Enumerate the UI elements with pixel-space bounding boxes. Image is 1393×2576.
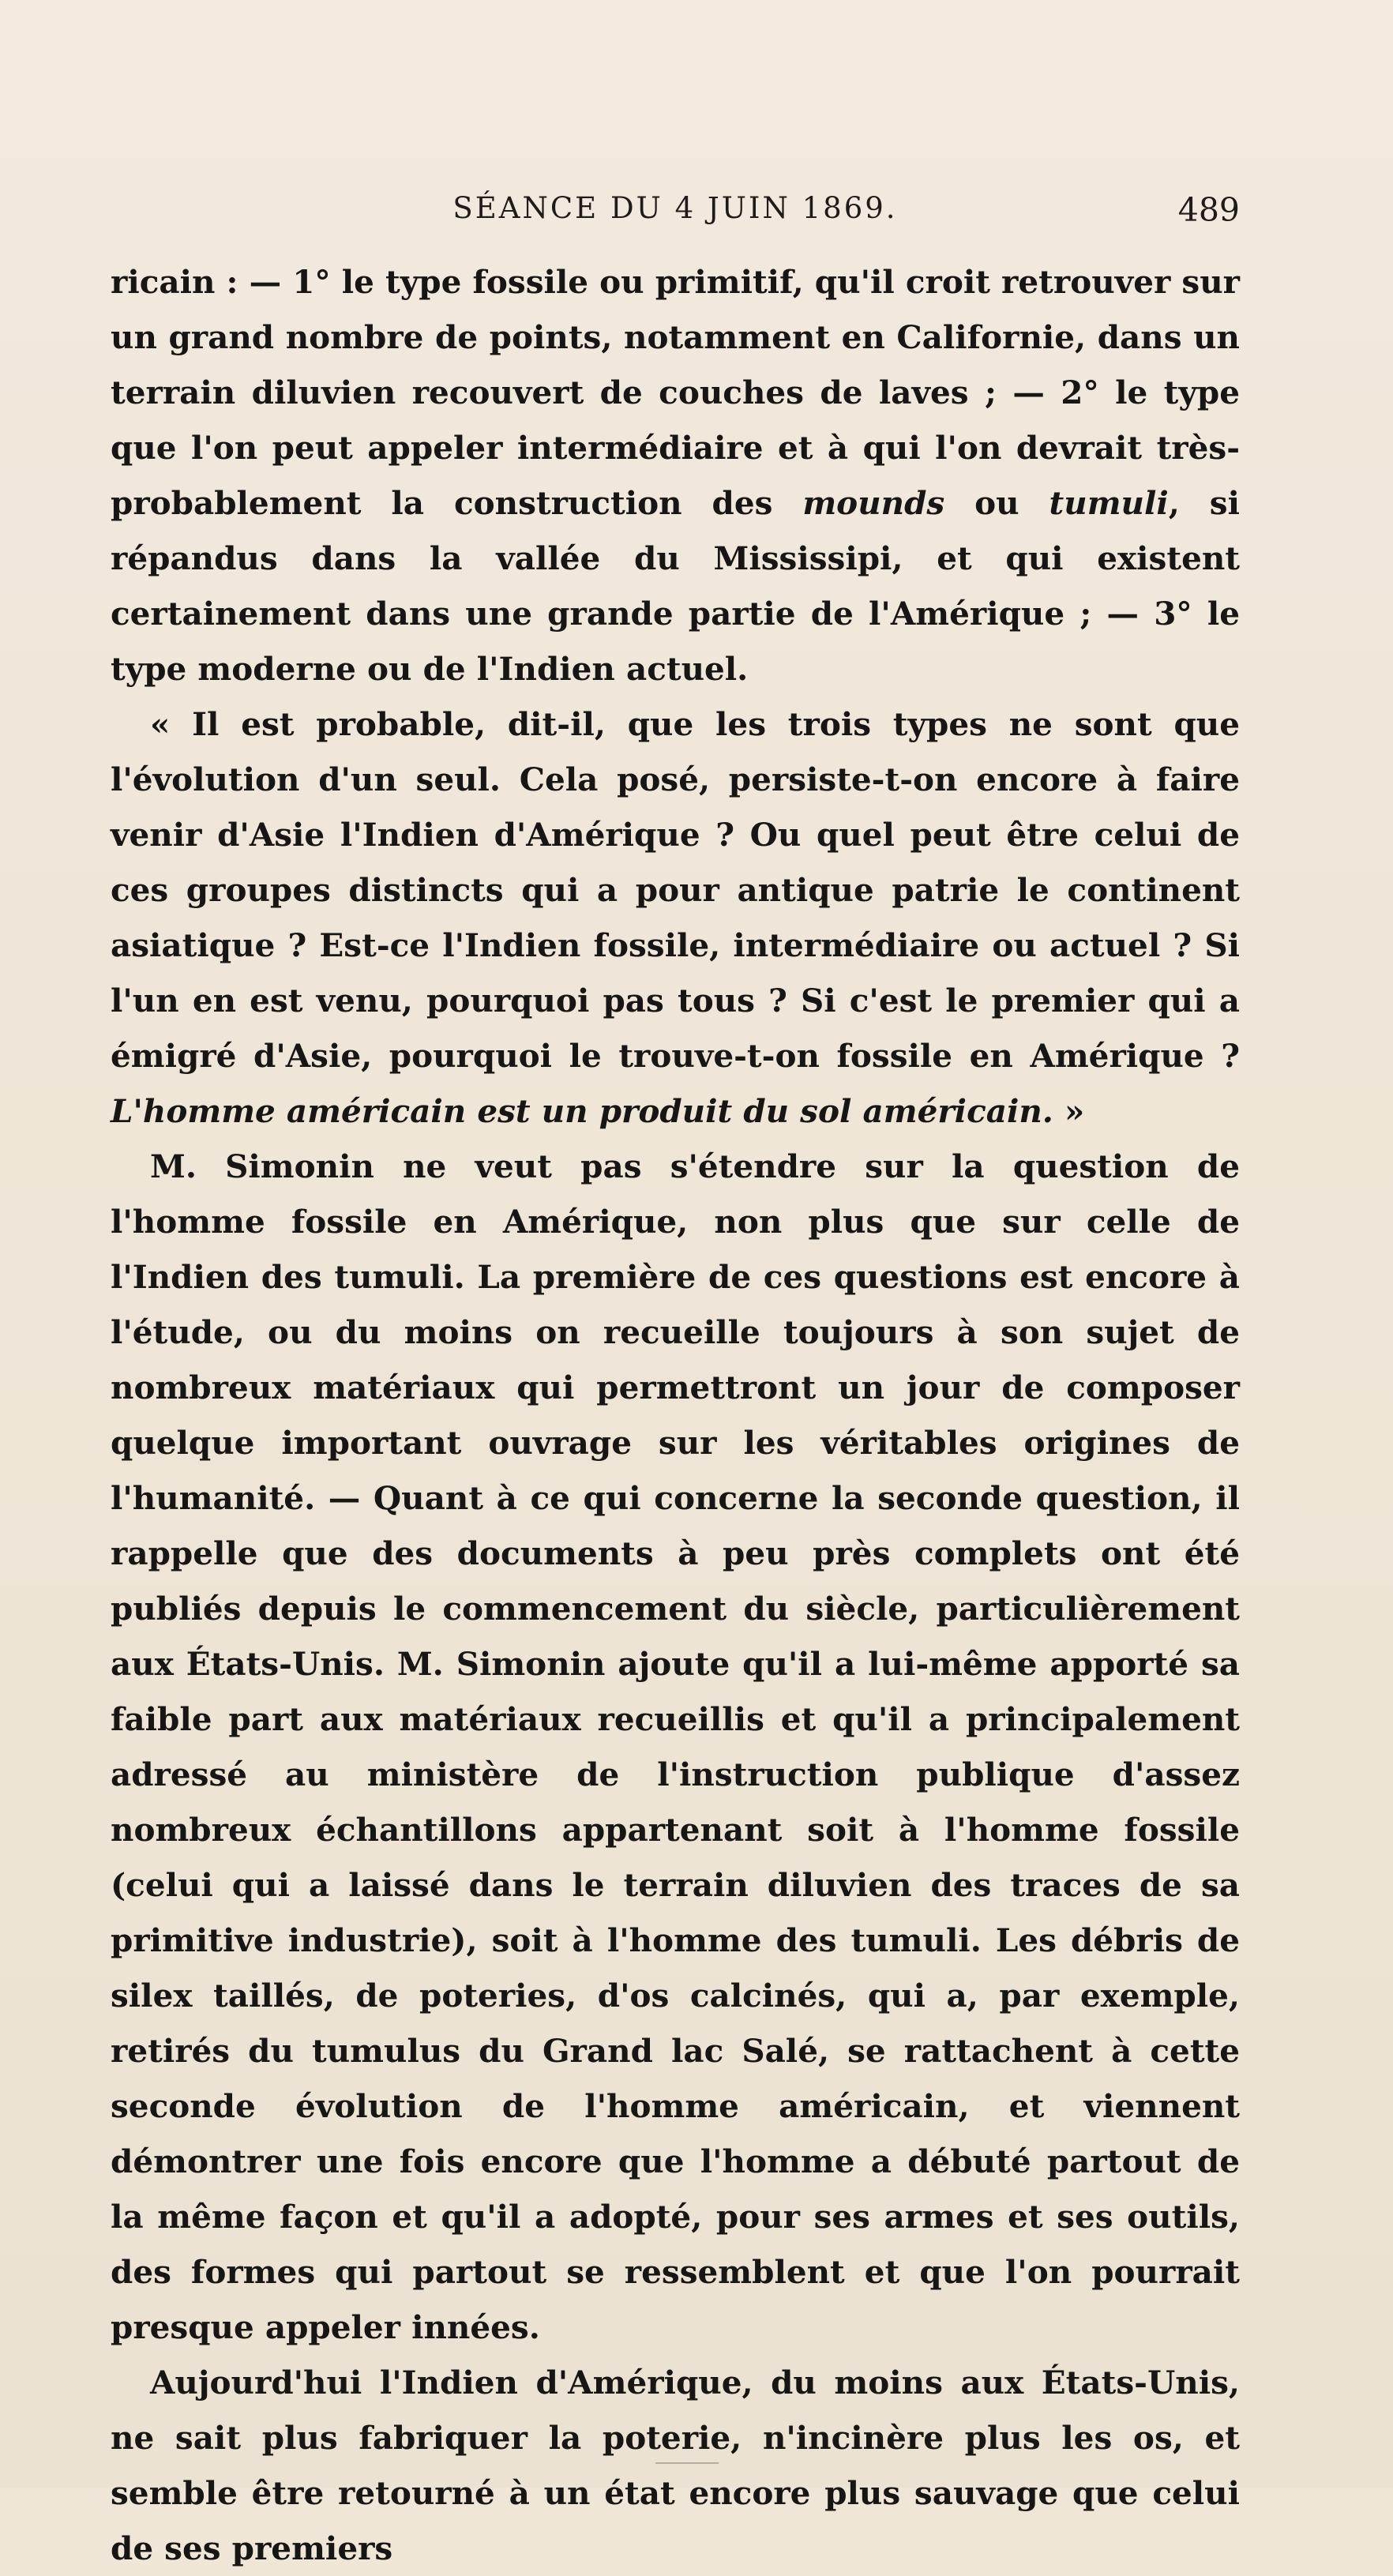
text-segment: ricain : — 1° le type fossile ou primitif, qu'il croit retrouver sur un grand nombre de points, notamment en Californie, dans un terrain diluvien recouvert de couches de laves ; — 2° le type que l'on peut appeler intermédiaire et à qui l'on devrait très-probablement la construction des — [111, 263, 1240, 522]
text-segment: ou — [944, 484, 1049, 522]
italic-text-segment: mounds — [802, 484, 945, 522]
page-header — [111, 191, 1240, 238]
text-segment: « Il est probable, dit-il, que les trois types ne sont que l'évolution d'un seul. Cela posé, persiste-t-on encore à faire venir d'Asie l'Indien d'Amérique ? Ou quel peut être celui de ces groupes distincts qui a pour antique patrie le continent asiatique ? Est-ce l'Indien fossile, intermédiaire ou actuel ? Si l'un en est venu, pourquoi pas tous ? Si c'est le premier qui a émigré d'Asie, pourquoi le trouve-t-on fossile en Amérique ? — [111, 705, 1240, 1075]
text-segment: Aujourd'hui l'Indien d'Amérique, du moins aux États-Unis, ne sait plus fabriquer la poterie, n'incinère plus les os, et semble être retourné à un état encore plus sauvage que celui de ses premiers — [111, 2364, 1240, 2567]
text-segment: M. Simonin ne veut pas s'étendre sur la question de l'homme fossile en Amérique, non plus que sur celle de l'Indien des tumuli. La première de ces questions est encore à l'étude, ou du moins on recueille toujours à son sujet de nombreux matériaux qui permettront un jour de composer quelque important ouvrage sur les véritables origines de l'humanité. — Quant à ce qui concerne la seconde question, il rappelle que des documents à peu près complets ont été publiés depuis le commencement du siècle, particulièrement aux États-Unis. M. Simonin ajoute qu'il a lui-même apporté sa faible part aux matériaux recueillis et qu'il a principalement adressé au ministère de l'instruction publique d'assez nombreux échantillons appartenant soit à l'homme fossile (celui qui a laissé dans le terrain diluvien des traces de sa primitive industrie), soit à l'homme des tumuli. Les débris de silex taillés, de poteries, d'os calcinés, qui a, par exemple, retirés du tumulus du Grand lac Salé, se rattachent à cette seconde évolution de l'homme américain, et viennent démontrer une fois encore que l'homme a débuté partout de la même façon et qu'il a adopté, pour ses armes et ses outils, des formes qui partout se ressemblent et que l'on pourrait presque appeler innées. — [111, 1147, 1240, 2346]
text-segment: , si répandus dans la vallée du Mississipi, et qui existent certainement dans une grande partie de l'Amérique ; — 3° le type moderne ou de l'Indien actuel. — [111, 484, 1240, 688]
italic-text-segment: L'homme américain est un produit du sol américain. — [111, 1092, 1053, 1130]
text-segment: » — [1053, 1092, 1085, 1130]
body-text — [111, 254, 1240, 2576]
paragraph — [111, 1139, 1240, 2355]
bottom-rule — [655, 2462, 719, 2464]
paragraph — [111, 254, 1240, 697]
running-title: SÉANCE DU 4 JUIN 1869. — [452, 191, 898, 225]
page-number: 489 — [1177, 191, 1240, 229]
paragraph — [111, 2355, 1240, 2576]
italic-text-segment: tumuli — [1049, 484, 1169, 522]
paragraph — [111, 697, 1240, 1139]
